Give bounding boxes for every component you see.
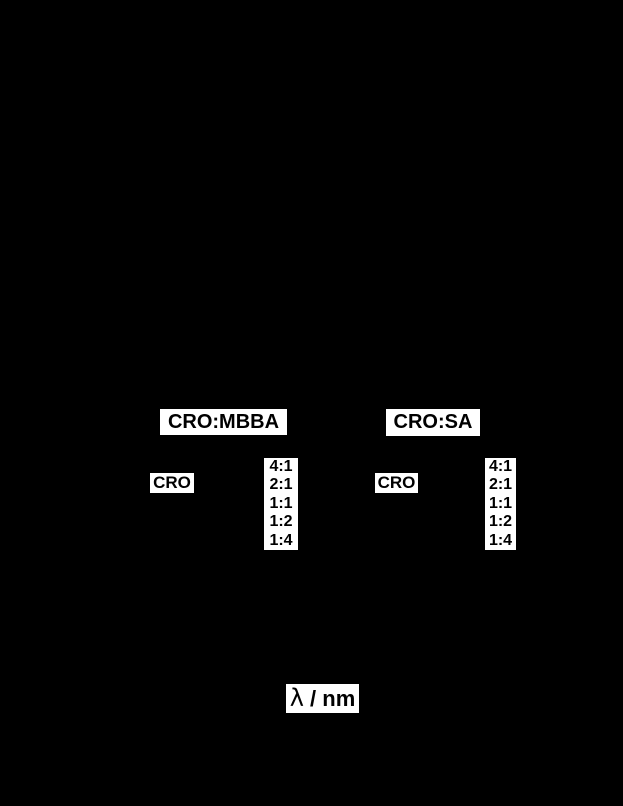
x-axis-label xyxy=(286,684,359,713)
ratio-item: 1:1 xyxy=(269,494,293,512)
panel-title-cro-sa: CRO:SA xyxy=(386,409,480,436)
series-label-cro-left: CRO xyxy=(150,473,194,493)
ratio-list-right xyxy=(485,458,516,550)
ratio-item: 2:1 xyxy=(488,476,513,494)
ratio-item: 1:2 xyxy=(269,513,293,531)
ratio-item: 1:4 xyxy=(269,531,293,549)
series-label-cro-right: CRO xyxy=(375,473,418,493)
ratio-item: 1:4 xyxy=(488,531,513,549)
ratio-item: 1:1 xyxy=(488,494,513,512)
lambda-symbol: λ xyxy=(289,684,304,712)
x-axis-unit: / nm xyxy=(303,686,356,711)
ratio-list-left xyxy=(264,458,298,550)
panel-title-cro-mbba: CRO:MBBA xyxy=(160,409,287,435)
ratio-item: 4:1 xyxy=(269,458,293,475)
ratio-item: 2:1 xyxy=(269,476,293,494)
ratio-item: 1:2 xyxy=(488,513,513,531)
ratio-item: 4:1 xyxy=(488,458,513,475)
